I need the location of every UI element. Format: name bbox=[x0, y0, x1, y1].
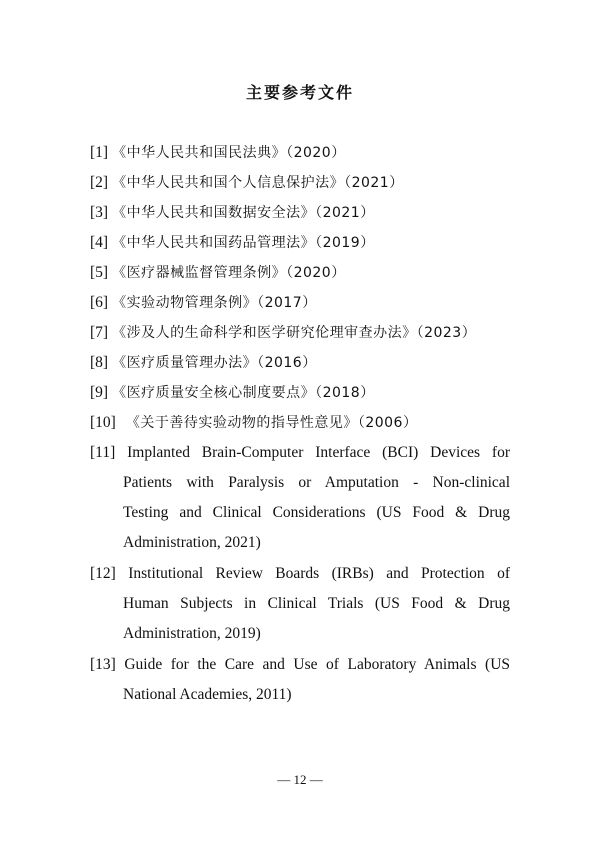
reference-number: [4] bbox=[90, 234, 109, 251]
reference-text: 《中华人民共和国民法典》（2020） bbox=[112, 145, 346, 161]
reference-line: Patients with Paralysis or Amputation - Non-clinical bbox=[123, 474, 510, 491]
reference-number: [13] bbox=[90, 656, 116, 673]
reference-number: [9] bbox=[90, 384, 109, 401]
reference-line bbox=[90, 559, 510, 589]
reference-text: 《涉及人的生命科学和医学研究伦理审查办法》（2023） bbox=[112, 325, 477, 341]
reference-number: [2] bbox=[90, 174, 109, 191]
reference-text: 《实验动物管理条例》（2017） bbox=[112, 295, 317, 311]
reference-line: Human Subjects in Clinical Trials (US Food & Drug bbox=[123, 595, 510, 612]
reference-number: [10] bbox=[90, 414, 116, 431]
reference-number: [3] bbox=[90, 204, 109, 221]
reference-item bbox=[90, 318, 510, 348]
reference-number: [8] bbox=[90, 354, 109, 371]
page-title: 主要参考文件 bbox=[245, 83, 354, 102]
reference-text: Implanted Brain-Computer Interface (BCI) Devices for bbox=[127, 444, 510, 461]
reference-number: [1] bbox=[90, 144, 109, 161]
reference-number: [11] bbox=[90, 444, 116, 461]
page-number: — 12 — bbox=[277, 772, 323, 787]
reference-line: National Academies, 2011) bbox=[123, 686, 292, 703]
reference-item bbox=[90, 228, 510, 258]
reference-line: Administration, 2021) bbox=[123, 534, 261, 551]
reference-item bbox=[90, 378, 510, 408]
reference-number: [12] bbox=[90, 565, 116, 582]
reference-item bbox=[90, 348, 510, 378]
reference-item-english bbox=[90, 559, 510, 649]
reference-item bbox=[90, 168, 510, 198]
reference-text: 《中华人民共和国个人信息保护法》（2021） bbox=[112, 175, 404, 191]
reference-text: 《医疗质量安全核心制度要点》（2018） bbox=[112, 385, 375, 401]
reference-number: [6] bbox=[90, 294, 109, 311]
reference-text: 《中华人民共和国数据安全法》（2021） bbox=[112, 205, 375, 221]
reference-text: Institutional Review Boards (IRBs) and Protection of bbox=[128, 565, 510, 582]
reference-text: 《中华人民共和国药品管理法》（2019） bbox=[112, 235, 375, 251]
reference-item bbox=[90, 408, 510, 438]
reference-number: [5] bbox=[90, 264, 109, 281]
reference-item bbox=[90, 198, 510, 228]
reference-item bbox=[90, 138, 510, 168]
reference-text: 《医疗器械监督管理条例》（2020） bbox=[112, 265, 346, 281]
reference-item-english bbox=[90, 438, 510, 558]
reference-line: Testing and Clinical Considerations (US Food & Drug bbox=[123, 504, 510, 521]
reference-text: Guide for the Care and Use of Laboratory Animals (US bbox=[124, 656, 511, 673]
reference-line bbox=[90, 650, 510, 680]
reference-text: 《关于善待实验动物的指导性意见》（2006） bbox=[125, 415, 418, 431]
reference-item bbox=[90, 288, 510, 318]
reference-line bbox=[90, 438, 510, 468]
reference-number: [7] bbox=[90, 324, 109, 341]
reference-line: Administration, 2019) bbox=[123, 625, 261, 642]
reference-text: 《医疗质量管理办法》（2016） bbox=[112, 355, 317, 371]
reference-item-english bbox=[90, 650, 510, 710]
reference-item bbox=[90, 258, 510, 288]
